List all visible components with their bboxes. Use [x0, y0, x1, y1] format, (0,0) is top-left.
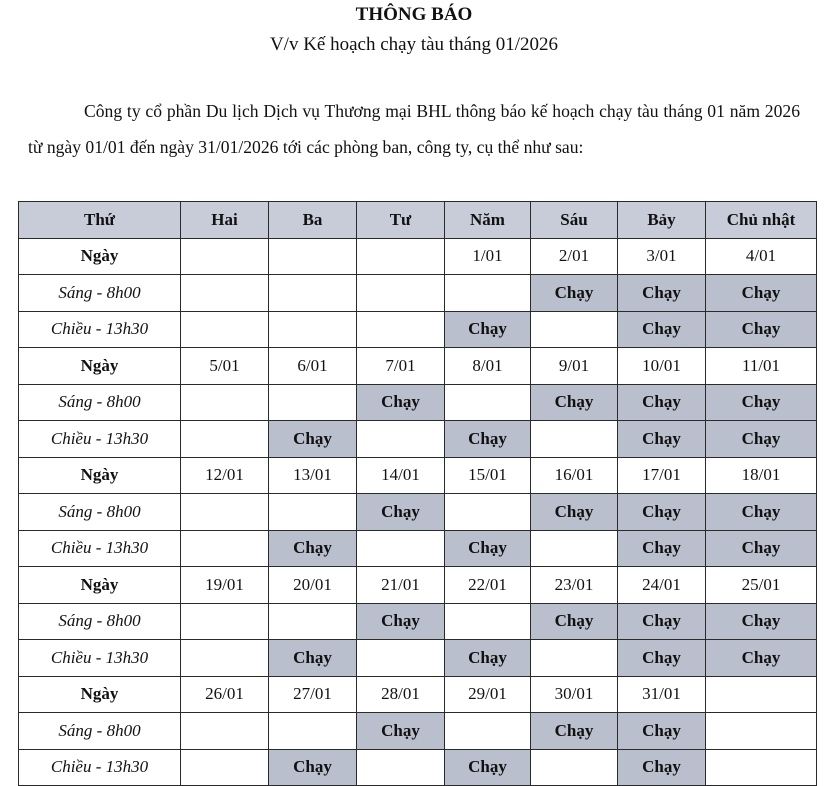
run-cell: Chạy — [706, 275, 817, 312]
empty-cell — [269, 384, 357, 421]
date-cell: 1/01 — [445, 238, 531, 275]
date-cell: 2/01 — [531, 238, 618, 275]
date-cell: 17/01 — [618, 457, 706, 494]
run-cell: Chạy — [618, 530, 706, 567]
date-cell: 11/01 — [706, 348, 817, 385]
morning-row — [19, 275, 817, 312]
notice-title: THÔNG BÁO — [355, 4, 473, 25]
header-thursday: Năm — [445, 202, 531, 239]
run-cell: Chạy — [269, 640, 357, 677]
header-sunday: Chủ nhật — [706, 202, 817, 239]
empty-cell — [181, 494, 269, 531]
run-cell: Chạy — [445, 530, 531, 567]
run-cell: Chạy — [706, 311, 817, 348]
empty-cell — [531, 749, 618, 786]
date-cell: 24/01 — [618, 567, 706, 604]
date-cell: 20/01 — [269, 567, 357, 604]
shift-label: Chiều - 13h30 — [19, 530, 181, 567]
day-label: Ngày — [19, 348, 181, 385]
header-weekday-label: Thứ — [19, 202, 181, 239]
date-cell: 12/01 — [181, 457, 269, 494]
date-cell: 30/01 — [531, 676, 618, 713]
empty-cell — [181, 603, 269, 640]
empty-cell — [269, 713, 357, 750]
empty-cell — [181, 275, 269, 312]
run-cell: Chạy — [445, 311, 531, 348]
run-cell: Chạy — [706, 494, 817, 531]
empty-cell — [181, 311, 269, 348]
empty-cell — [445, 275, 531, 312]
afternoon-row — [19, 530, 817, 567]
shift-label: Sáng - 8h00 — [19, 275, 181, 312]
date-cell: 3/01 — [618, 238, 706, 275]
run-cell: Chạy — [618, 603, 706, 640]
run-cell: Chạy — [706, 421, 817, 458]
date-row — [19, 238, 817, 275]
date-cell: 6/01 — [269, 348, 357, 385]
empty-cell — [181, 421, 269, 458]
date-cell: 22/01 — [445, 567, 531, 604]
date-cell: 8/01 — [445, 348, 531, 385]
shift-label: Chiều - 13h30 — [19, 311, 181, 348]
morning-row — [19, 603, 817, 640]
date-cell: 29/01 — [445, 676, 531, 713]
date-cell: 10/01 — [618, 348, 706, 385]
shift-label: Sáng - 8h00 — [19, 494, 181, 531]
date-row — [19, 348, 817, 385]
empty-cell — [531, 530, 618, 567]
empty-cell — [445, 494, 531, 531]
date-cell: 18/01 — [706, 457, 817, 494]
empty-cell — [357, 421, 445, 458]
day-label: Ngày — [19, 676, 181, 713]
run-cell: Chạy — [357, 713, 445, 750]
run-cell: Chạy — [531, 384, 618, 421]
run-cell: Chạy — [706, 384, 817, 421]
empty-cell — [706, 713, 817, 750]
empty-cell — [357, 640, 445, 677]
date-row — [19, 676, 817, 713]
run-cell: Chạy — [618, 713, 706, 750]
empty-cell — [181, 640, 269, 677]
date-cell: 23/01 — [531, 567, 618, 604]
shift-label: Chiều - 13h30 — [19, 421, 181, 458]
date-cell: 15/01 — [445, 457, 531, 494]
day-label: Ngày — [19, 457, 181, 494]
run-cell: Chạy — [357, 494, 445, 531]
shift-label: Sáng - 8h00 — [19, 384, 181, 421]
date-cell: 9/01 — [531, 348, 618, 385]
date-cell: 26/01 — [181, 676, 269, 713]
run-cell: Chạy — [618, 494, 706, 531]
date-cell: 4/01 — [706, 238, 817, 275]
run-cell: Chạy — [706, 603, 817, 640]
morning-row — [19, 713, 817, 750]
day-label: Ngày — [19, 567, 181, 604]
run-cell: Chạy — [531, 713, 618, 750]
schedule-header-row — [19, 202, 817, 239]
header-monday: Hai — [181, 202, 269, 239]
run-cell: Chạy — [445, 749, 531, 786]
run-cell: Chạy — [618, 749, 706, 786]
date-cell — [706, 676, 817, 713]
empty-cell — [445, 384, 531, 421]
date-cell: 19/01 — [181, 567, 269, 604]
shift-label: Sáng - 8h00 — [19, 713, 181, 750]
empty-cell — [269, 494, 357, 531]
date-cell: 27/01 — [269, 676, 357, 713]
empty-cell — [269, 603, 357, 640]
empty-cell — [269, 311, 357, 348]
date-row — [19, 567, 817, 604]
notice-subtitle: V/v Kế hoạch chạy tàu tháng 01/2026 — [269, 34, 559, 55]
run-cell: Chạy — [618, 421, 706, 458]
date-cell: 21/01 — [357, 567, 445, 604]
empty-cell — [357, 275, 445, 312]
empty-cell — [531, 640, 618, 677]
date-cell: 31/01 — [618, 676, 706, 713]
empty-cell — [531, 421, 618, 458]
notice-paragraph: Công ty cổ phần Du lịch Dịch vụ Thương mại BHL thông báo kế hoạch chạy tàu tháng 01 năm 2026 từ ngày 01/01 đến ngày 31/01/2026 tới các phòng ban, công ty, cụ thể như sau: — [28, 101, 800, 157]
empty-cell — [357, 530, 445, 567]
run-cell: Chạy — [531, 494, 618, 531]
date-cell: 5/01 — [181, 348, 269, 385]
run-cell: Chạy — [618, 275, 706, 312]
run-cell: Chạy — [706, 530, 817, 567]
run-cell: Chạy — [269, 749, 357, 786]
date-cell — [181, 238, 269, 275]
empty-cell — [357, 749, 445, 786]
header-saturday: Bảy — [618, 202, 706, 239]
run-cell: Chạy — [357, 384, 445, 421]
empty-cell — [181, 384, 269, 421]
run-cell: Chạy — [531, 275, 618, 312]
run-cell: Chạy — [618, 640, 706, 677]
empty-cell — [445, 603, 531, 640]
date-cell: 7/01 — [357, 348, 445, 385]
empty-cell — [181, 713, 269, 750]
date-cell: 13/01 — [269, 457, 357, 494]
empty-cell — [181, 530, 269, 567]
empty-cell — [357, 311, 445, 348]
run-cell: Chạy — [706, 640, 817, 677]
empty-cell — [445, 713, 531, 750]
header-wednesday: Tư — [357, 202, 445, 239]
afternoon-row — [19, 421, 817, 458]
afternoon-row — [19, 640, 817, 677]
date-cell: 28/01 — [357, 676, 445, 713]
run-cell: Chạy — [357, 603, 445, 640]
run-cell: Chạy — [445, 421, 531, 458]
empty-cell — [531, 311, 618, 348]
morning-row — [19, 494, 817, 531]
date-cell: 14/01 — [357, 457, 445, 494]
day-label: Ngày — [19, 238, 181, 275]
run-cell: Chạy — [618, 384, 706, 421]
date-cell: 25/01 — [706, 567, 817, 604]
empty-cell — [269, 275, 357, 312]
empty-cell — [706, 749, 817, 786]
shift-label: Chiều - 13h30 — [19, 640, 181, 677]
run-cell: Chạy — [269, 530, 357, 567]
empty-cell — [181, 749, 269, 786]
schedule-body — [19, 238, 817, 786]
afternoon-row — [19, 311, 817, 348]
schedule-table — [18, 201, 817, 786]
run-cell: Chạy — [618, 311, 706, 348]
date-cell: 16/01 — [531, 457, 618, 494]
shift-label: Sáng - 8h00 — [19, 603, 181, 640]
date-row — [19, 457, 817, 494]
date-cell — [269, 238, 357, 275]
header-friday: Sáu — [531, 202, 618, 239]
afternoon-row — [19, 749, 817, 786]
shift-label: Chiều - 13h30 — [19, 749, 181, 786]
run-cell: Chạy — [445, 640, 531, 677]
run-cell: Chạy — [269, 421, 357, 458]
morning-row — [19, 384, 817, 421]
run-cell: Chạy — [531, 603, 618, 640]
header-tuesday: Ba — [269, 202, 357, 239]
date-cell — [357, 238, 445, 275]
